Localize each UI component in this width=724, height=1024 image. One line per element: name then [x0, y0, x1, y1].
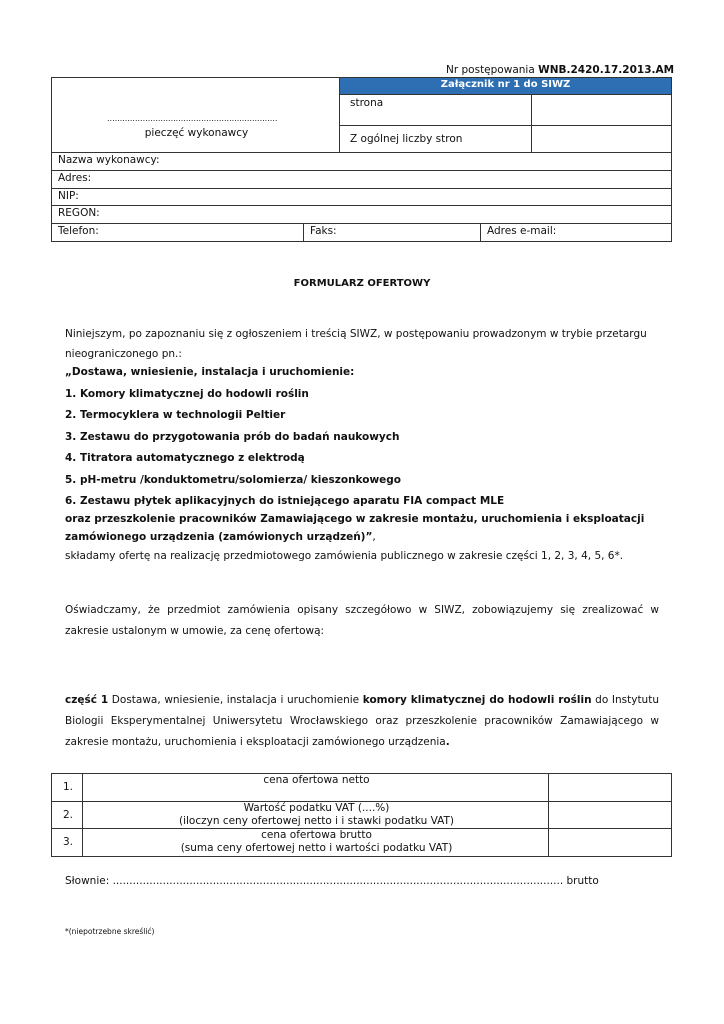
- contractor-name-label: Nazwa wykonawcy:: [58, 154, 160, 166]
- address-label: Adres:: [58, 172, 92, 184]
- intro-paragraph: Niniejszym, po zapoznaniu się z ogłoszeniem i treścią SIWZ, w postępowaniu prowadzonym w trybie przetargu nieograniczonego pn.:: [65, 328, 647, 360]
- offer-statement: składamy ofertę na realizację przedmiotowego zamówienia publicznego w zakresie części 1, 2, 3, 4, 5, 6*.: [65, 550, 624, 562]
- item-6: 6. Zestawu płytek aplikacyjnych do istniejącego aparatu FIA compact MLE: [65, 495, 505, 507]
- price-row-2-line2: (iloczyn ceny ofertowej netto i i stawki podatku VAT): [178, 815, 455, 827]
- item-2: 2. Termocyklera w technologii Peltier: [65, 409, 286, 421]
- page-cell: [339, 94, 532, 126]
- price-row-1-no: 1.: [62, 781, 74, 793]
- training-line-2-comma: ,: [372, 531, 376, 543]
- part1-subject: komory klimatycznej do hodowli roślin: [362, 694, 592, 706]
- reference-line: [446, 64, 674, 76]
- price-row-3-line2: (suma ceny ofertowej netto i wartości podatku VAT): [180, 842, 453, 854]
- price-row-3-no-cell: [51, 828, 83, 857]
- header-table: [51, 77, 672, 242]
- words-dots: .......................................................................................................................................: [109, 875, 564, 887]
- words-suffix: brutto: [563, 875, 599, 887]
- part1-text-b: do Instytutu Biologii Eksperymentalnej Uniwersytetu Wrocławskiego oraz przeszkolenie pracowników Zamawiającego w zakresie montażu, uruchomienia i eksploatacji zamówionego urządzenia: [65, 694, 659, 748]
- page-value-cell[interactable]: [531, 94, 672, 126]
- price-row-2-no-cell: [51, 801, 83, 829]
- price-row-1-label-cell: [82, 773, 549, 802]
- part1-paragraph: [65, 690, 659, 753]
- item-3: 3. Zestawu do przygotowania prób do badań naukowych: [65, 431, 400, 443]
- price-row-1-line1: cena ofertowa netto: [263, 774, 370, 786]
- item-5: 5. pH-metru /konduktometru/solomierza/ kieszonkowego: [65, 474, 402, 486]
- price-row-3-value-cell[interactable]: [548, 828, 672, 857]
- stamp-label: pieczęć wykonawcy: [144, 127, 249, 139]
- price-row-3-line1: cena ofertowa brutto: [261, 829, 372, 841]
- phone-cell[interactable]: [51, 223, 304, 242]
- form-title: FORMULARZ OFERTOWY: [293, 278, 431, 289]
- stamp-dots: ...................................................................: [107, 114, 278, 123]
- price-row-1-value-cell[interactable]: [548, 773, 672, 802]
- price-row-3-no: 3.: [62, 836, 74, 848]
- total-pages-label: Z ogólnej liczby stron: [350, 133, 463, 145]
- price-row-2-no: 2.: [62, 809, 74, 821]
- part1-end: .: [445, 736, 450, 748]
- part1-label: część 1: [65, 694, 109, 706]
- price-row-2-value-cell[interactable]: [548, 801, 672, 829]
- total-pages-value-cell[interactable]: [531, 125, 672, 153]
- price-row-2-label-cell: [82, 801, 549, 829]
- part1-text-a: Dostawa, wniesienie, instalacja i uruchomienie: [108, 694, 363, 706]
- words-line[interactable]: [65, 875, 599, 887]
- price-row-1-no-cell: [51, 773, 83, 802]
- stamp-cell: [51, 77, 340, 153]
- training-line-2: [65, 531, 376, 543]
- fax-cell[interactable]: [303, 223, 481, 242]
- subject-heading: „Dostawa, wniesienie, instalacja i uruchomienie:: [65, 366, 355, 378]
- contractor-name-row[interactable]: [51, 152, 672, 171]
- regon-label: REGON:: [58, 207, 100, 219]
- nip-label: NIP:: [58, 190, 79, 202]
- price-row-2-line1: Wartość podatku VAT (....%): [243, 802, 390, 814]
- reference-prefix: Nr postępowania: [446, 64, 539, 76]
- total-pages-cell: [339, 125, 532, 153]
- words-label: Słownie:: [65, 875, 110, 887]
- phone-label: Telefon:: [58, 225, 99, 237]
- item-4: 4. Titratora automatycznego z elektrodą: [65, 452, 305, 464]
- nip-row[interactable]: [51, 188, 672, 206]
- address-row[interactable]: [51, 170, 672, 189]
- attachment-title: Załącznik nr 1 do SIWZ: [339, 77, 672, 95]
- regon-row[interactable]: [51, 205, 672, 224]
- email-cell[interactable]: [480, 223, 672, 242]
- price-table: [51, 773, 672, 857]
- price-row-3-label-cell: [82, 828, 549, 857]
- reference-number: WNB.2420.17.2013.AM: [538, 64, 675, 76]
- fax-label: Faks:: [310, 225, 337, 237]
- item-1: 1. Komory klimatycznej do hodowli roślin: [65, 388, 309, 400]
- footnote: *(niepotrzebne skreślić): [65, 927, 155, 936]
- page-label: strona: [350, 97, 384, 109]
- training-line-2-text: zamówionego urządzenia (zamówionych urządzeń)”: [65, 531, 373, 543]
- email-label: Adres e-mail:: [487, 225, 557, 237]
- declaration-paragraph: Oświadczamy, że przedmiot zamówienia opisany szczegółowo w SIWZ, zobowiązujemy się zrealizować w zakresie ustalonym w umowie, za cenę ofertową:: [65, 604, 659, 637]
- training-line-1: oraz przeszkolenie pracowników Zamawiającego w zakresie montażu, uruchomienia i eksploatacji: [65, 513, 645, 525]
